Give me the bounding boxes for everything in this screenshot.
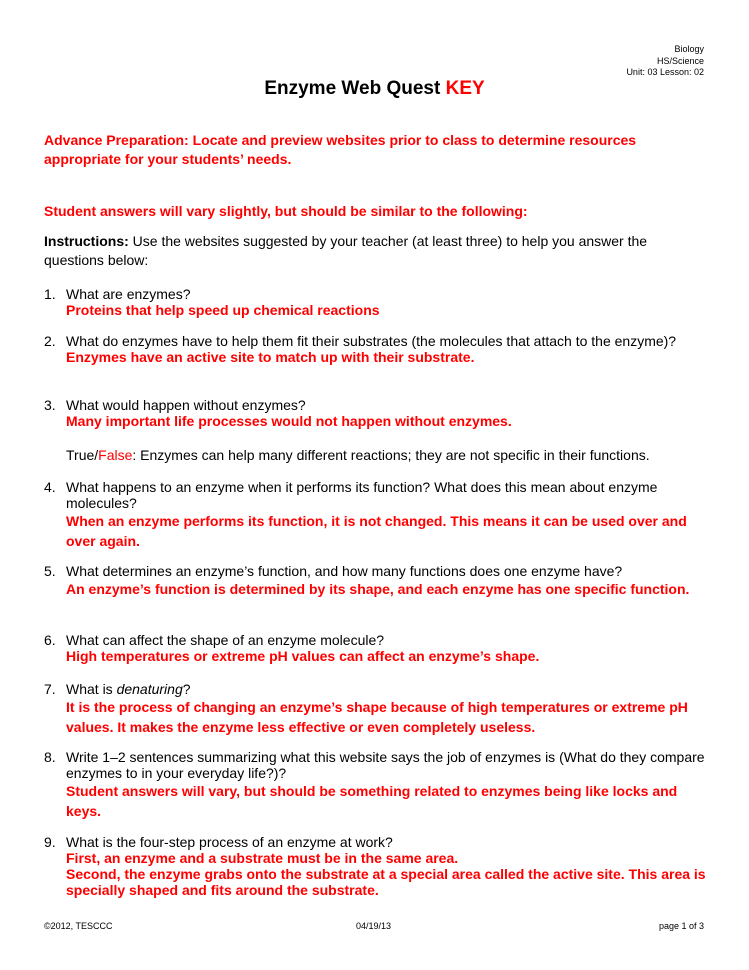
title-main: Enzyme Web Quest — [264, 78, 446, 99]
question-text: What is the four-step process of an enzyme at work? — [66, 834, 393, 850]
footer-page: page 1 of 3 — [658, 921, 704, 931]
question-1 — [44, 286, 709, 318]
true-word: True/ — [66, 447, 99, 463]
answer-step-1: First, an enzyme and a substrate must be in the same area. — [66, 850, 459, 866]
answer-text: Proteins that help speed up chemical reactions — [66, 302, 380, 318]
question-text: What can affect the shape of an enzyme molecule? — [66, 632, 385, 648]
question-number: 9. — [44, 834, 56, 850]
footer-copyright: ©2012, TESCCC — [44, 921, 113, 931]
instructions — [44, 232, 709, 270]
question-5 — [44, 563, 709, 599]
question-7 — [44, 681, 709, 737]
answers-note: Student answers will vary slightly, but should be similar to the following: — [44, 203, 528, 219]
answer-text: Enzymes have an active site to match up with their substrate. — [66, 349, 475, 365]
question-text: Write 1–2 sentences summarizing what this website says the job of enzymes is (What do they compare enzymes to in your everyday life?)? — [66, 749, 705, 781]
question-8 — [44, 749, 709, 821]
answer-text: Many important life processes would not happen without enzymes. — [66, 413, 512, 429]
instructions-label: Instructions: — [44, 233, 129, 249]
page-title — [0, 78, 749, 100]
answer-text: It is the process of changing an enzyme’s shape because of high temperatures or extreme pH values. It makes the enzyme less effective or even completely useless. — [66, 699, 688, 735]
question-text: What would happen without enzymes? — [66, 397, 306, 413]
answer-text: An enzyme’s function is determined by its shape, and each enzyme has one specific function. — [66, 581, 690, 597]
question-4 — [44, 479, 709, 551]
question-6 — [44, 632, 709, 664]
question-3 — [44, 397, 709, 429]
instructions-text: Use the websites suggested by your teacher (at least three) to help you answer the questions below: — [44, 233, 648, 268]
question-text: What do enzymes have to help them fit their substrates (the molecules that attach to the enzyme)? — [66, 333, 677, 349]
question-number: 3. — [44, 397, 56, 413]
answer-step-2: Second, the enzyme grabs onto the substrate at a special area called the active site. This area is specially shaped and fits around the substrate. — [66, 866, 706, 898]
question-text-pre: What is — [66, 681, 117, 697]
header-subject: Biology — [674, 44, 704, 54]
question-text: What are enzymes? — [66, 286, 191, 302]
question-number: 2. — [44, 333, 56, 349]
question-text: What happens to an enzyme when it performs its function? What does this mean about enzyme molecules? — [66, 479, 658, 511]
question-2 — [44, 333, 709, 365]
question-number: 7. — [44, 681, 56, 697]
true-false-text: : Enzymes can help many different reactions; they are not specific in their functions. — [132, 447, 650, 463]
question-text: What determines an enzyme’s function, and how many functions does one enzyme have? — [66, 563, 623, 579]
question-text — [66, 681, 709, 697]
question-9 — [44, 834, 709, 898]
true-false-statement — [44, 447, 709, 463]
header-course: HS/Science — [656, 55, 704, 66]
question-text-emphasis: denaturing — [116, 681, 183, 697]
footer-date: 04/19/13 — [356, 921, 392, 931]
document-header — [626, 44, 704, 79]
title-key: KEY — [445, 78, 485, 99]
question-number: 4. — [44, 479, 56, 495]
false-word: False — [98, 447, 133, 463]
question-number: 8. — [44, 749, 56, 765]
question-number: 1. — [44, 286, 56, 302]
answer-text: Student answers will vary, but should be something related to enzymes being like locks and keys. — [66, 783, 678, 819]
question-text-post: ? — [182, 681, 191, 697]
answer-text: When an enzyme performs its function, it is not changed. This means it can be used over and over again. — [66, 513, 687, 549]
answer-text: High temperatures or extreme pH values can affect an enzyme’s shape. — [66, 648, 540, 664]
header-unit-lesson: Unit: 03 Lesson: 02 — [626, 67, 704, 77]
question-number: 5. — [44, 563, 56, 579]
question-number: 6. — [44, 632, 56, 648]
advance-preparation: Advance Preparation: Locate and preview websites prior to class to determine resources appropriate for your students’ needs. — [44, 132, 637, 167]
